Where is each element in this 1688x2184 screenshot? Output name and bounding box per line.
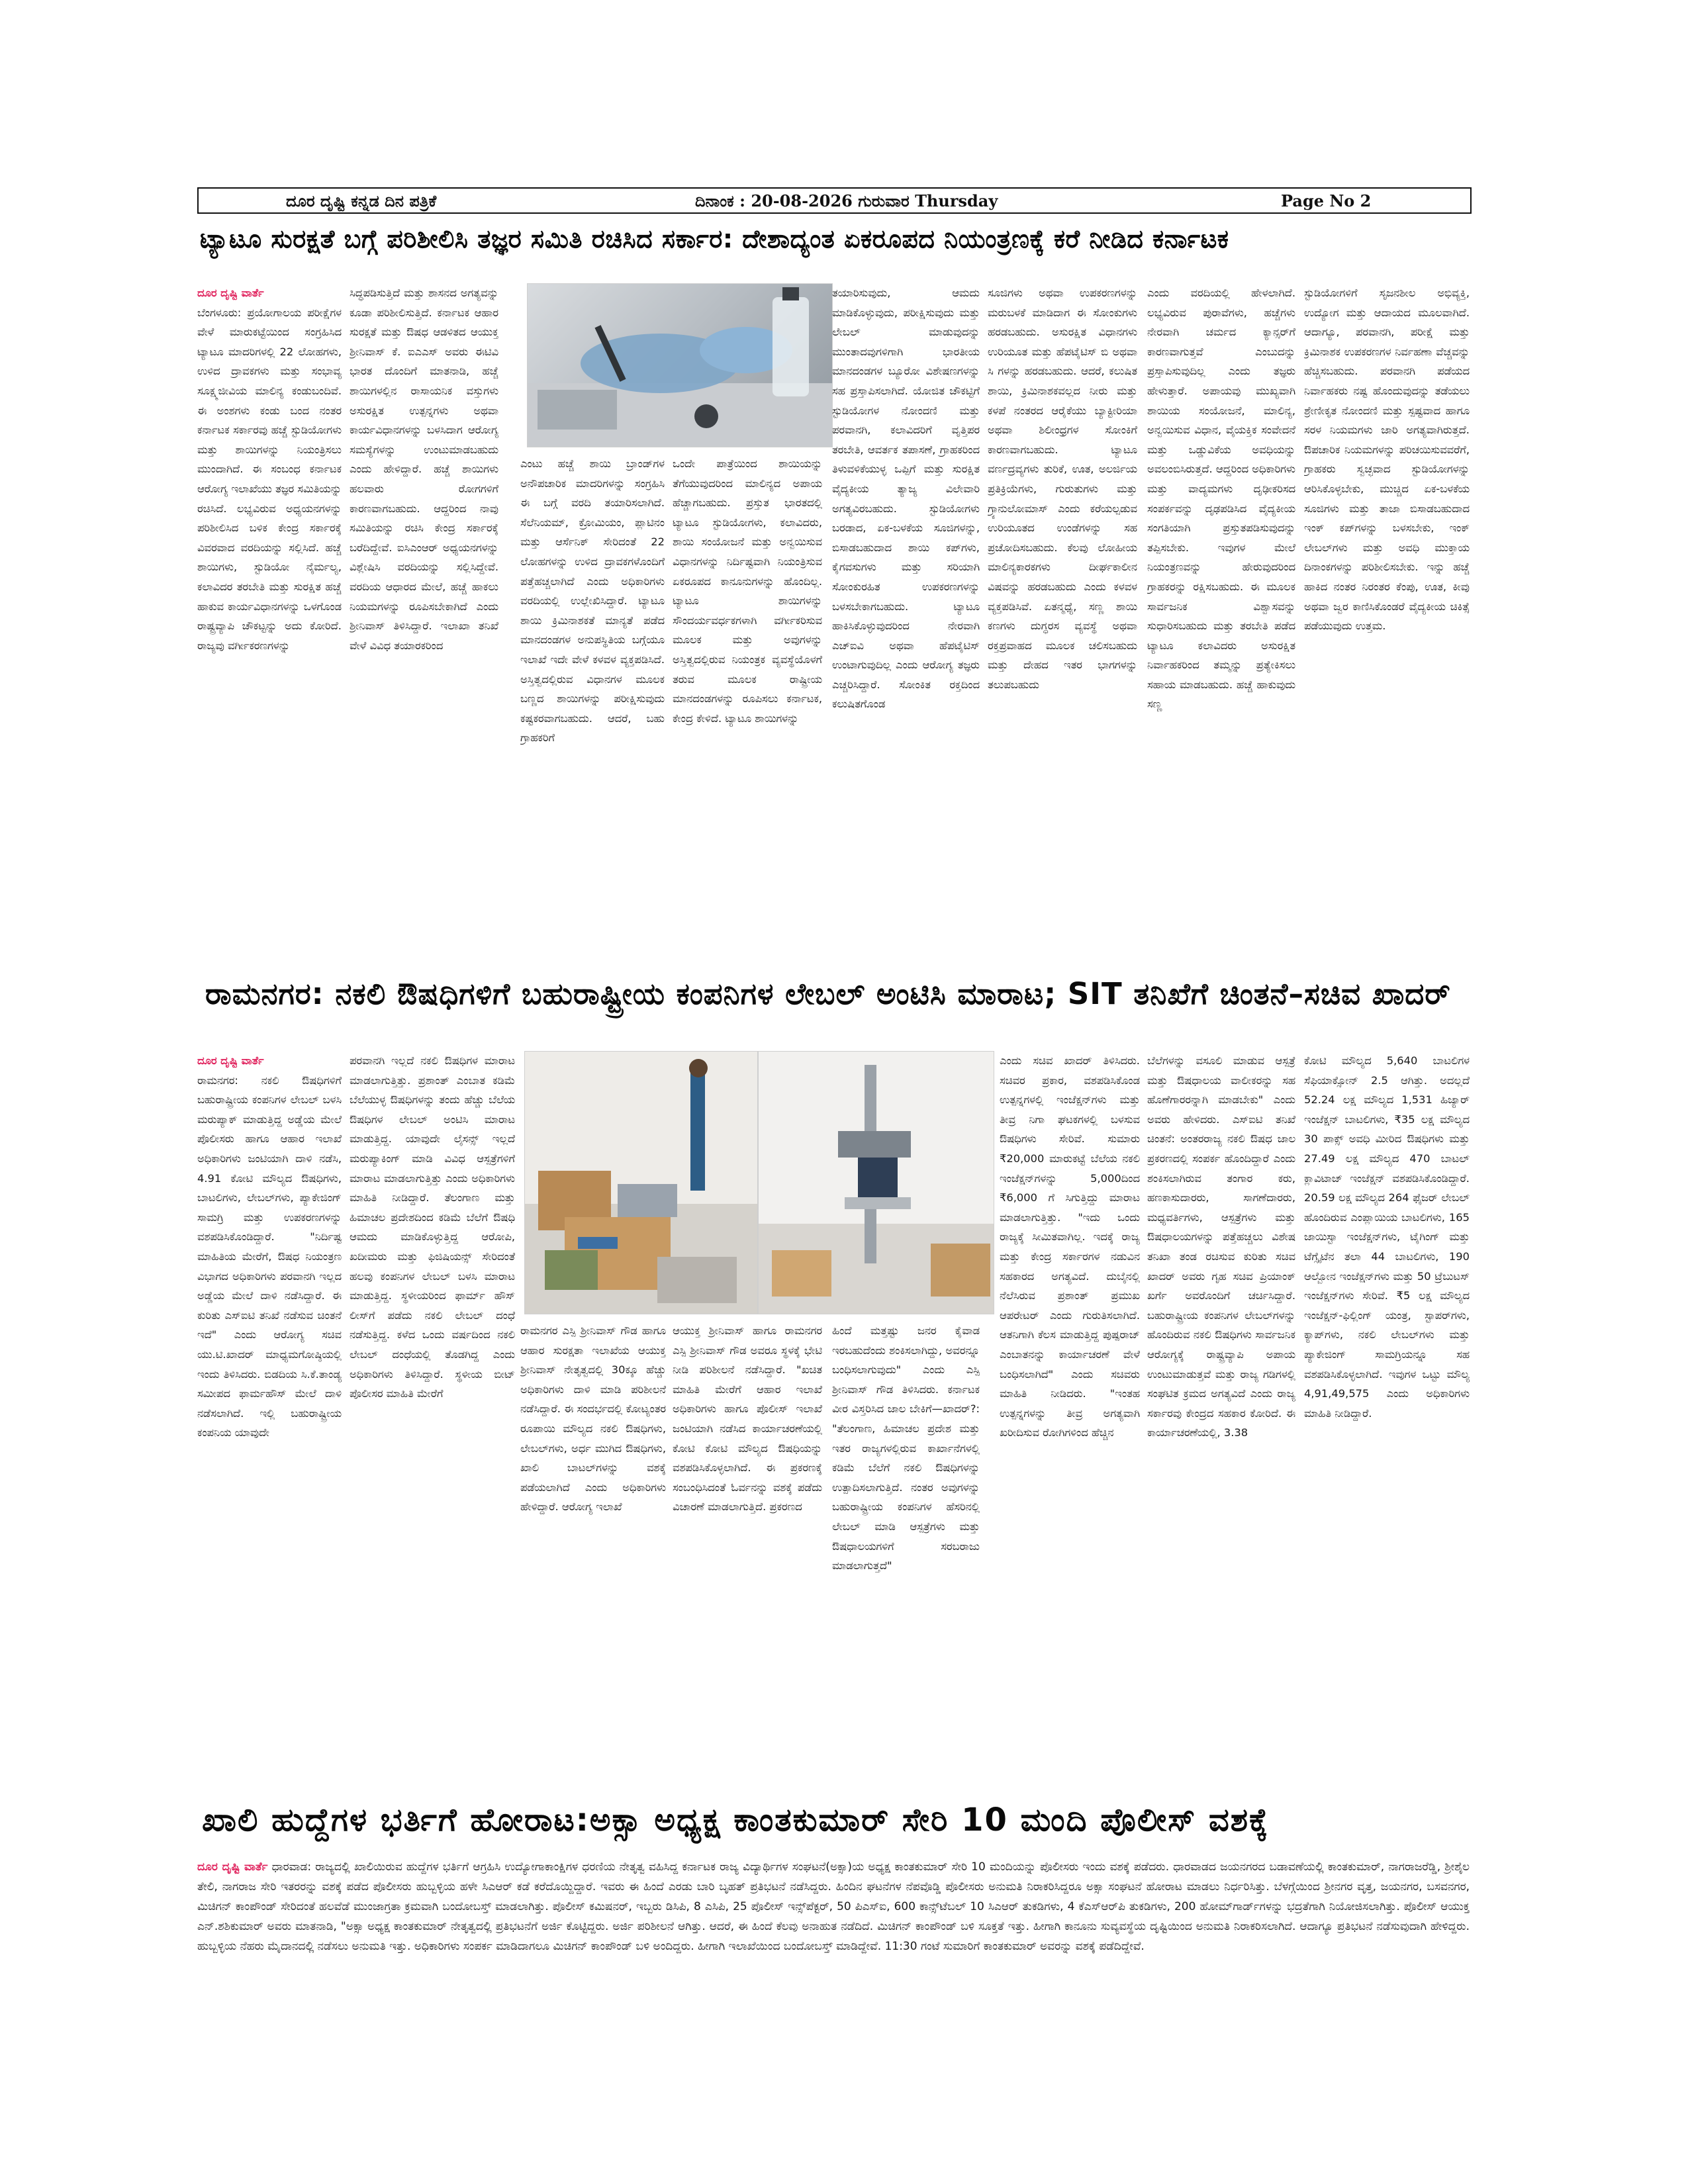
story1-column-6 bbox=[988, 283, 1137, 962]
story2-col1-text: ರಾಮನಗರ: ನಕಲಿ ಔಷಧಿಗಳಿಗೆ ಬಹುರಾಷ್ಟ್ರೀಯ ಕಂಪನಿಗಳ ಲೇಬಲ್ ಬಳಸಿ ಮರುಪ್ಯಾಕ್ ಮಾಡುತ್ತಿದ್ದ ಅಡ್ಡೆಯ ಮೇಲೆ ಪೊಲೀಸರು ಹಾಗೂ ಆಹಾರ ಇಲಾಖೆ ಅಧಿಕಾರಿಗಳು ಜಂಟಿಯಾಗಿ ದಾಳಿ ನಡೆಸಿ, 4.91 ಕೋಟಿ ಮೌಲ್ಯದ ಔಷಧಿಗಳು, ಬಾಟಲಿಗಳು, ಲೇಬಲ್‌ಗಳು, ಪ್ಯಾಕೇಜಿಂಗ್ ಸಾಮಗ್ರಿ ಮತ್ತು ಉಪಕರಣಗಳನ್ನು ವಶಪಡಿಸಿಕೊಂಡಿದ್ದಾರೆ. "ನಿರ್ದಿಷ್ಟ ಮಾಹಿತಿಯ ಮೇರೆಗೆ, ಔಷಧ ನಿಯಂತ್ರಣ ವಿಭಾಗದ ಅಧಿಕಾರಿಗಳು ಪರವಾನಗಿ ಇಲ್ಲದ ಅಡ್ಡೆಯ ಮೇಲೆ ದಾಳಿ ನಡೆಸಿದ್ದಾರೆ. ಈ ಕುರಿತು ಎಸ್ಐಟಿ ತನಿಖೆ ನಡೆಸುವ ಚಿಂತನೆ ಇದೆ" ಎಂದು ಆರೋಗ್ಯ ಸಚಿವ ಯು.ಟಿ.ಖಾದರ್ ಮಾಧ್ಯಮಗೋಷ್ಠಿಯಲ್ಲಿ ಇಂದು ತಿಳಿಸಿದರು. ಬಿಡದಿಯ ಸಿ.ಕೆ.ತಾಂಡ್ಯ ಸಮೀಪದ ಫಾರ್ಮಹೌಸ್ ಮೇಲೆ ದಾಳಿ ನಡೆಸಲಾಗಿದೆ. ಇಲ್ಲಿ ಬಹುರಾಷ್ಟ್ರೀಯ ಕಂಪನಿಯ ಯಾವುದೇ bbox=[197, 1073, 342, 1439]
story1-column-5 bbox=[832, 283, 980, 962]
story2-caption-text: ರಾಮನಗರ ಎಸ್ಪಿ ಶ್ರೀನಿವಾಸ್ ಗೌಡ ಹಾಗೂ ಆಹಾರ ಸುರಕ್ಷತಾ ಇಲಾಖೆಯ ಆಯುಕ್ತ ಶ್ರೀನಿವಾಸ್ ನೇತೃತ್ವದಲ್ಲಿ 30ಕ್ಕೂ ಹೆಚ್ಚು ಅಧಿಕಾರಿಗಳು ದಾಳಿ ಮಾಡಿ ಪರಿಶೀಲನೆ ನಡೆಸಿದ್ದಾರೆ. ಈ ಸಂದರ್ಭದಲ್ಲಿ ಕೋಟ್ಯಂತರ ರೂಪಾಯಿ ಮೌಲ್ಯದ ನಕಲಿ ಔಷಧಿಗಳು, ಲೇಬಲ್‌ಗಳು, ಅರ್ಧ ಮುಗಿದ ಔಷಧಿಗಳು, ಖಾಲಿ ಬಾಟಲ್‌ಗಳನ್ನು ವಶಕ್ಕೆ ಪಡೆಯಲಾಗಿದೆ ಎಂದು ಅಧಿಕಾರಿಗಳು ಹೇಳಿದ್ದಾರೆ. ಆರೋಗ್ಯ ಇಲಾಖೆ bbox=[520, 1324, 666, 1514]
story2-column-5 bbox=[832, 1321, 980, 1786]
raid-photo-right bbox=[758, 1051, 994, 1314]
story1-column-8 bbox=[1304, 283, 1470, 962]
story1-column-3 bbox=[520, 454, 665, 962]
story1-col6-text: ಸೂಜಿಗಳು ಅಥವಾ ಉಪಕರಣಗಳನ್ನು ಮರುಬಳಕೆ ಮಾಡಿದಾಗ ಈ ಸೋಂಕುಗಳು ಹರಡಬಹುದು. ಅಸುರಕ್ಷಿತ ವಿಧಾನಗಳು ಉರಿಯೂತ ಮತ್ತು ಹೆಪಟೈಟಿಸ್ ಬಿ ಅಥವಾ ಸಿ ಗಳನ್ನು ಹರಡಬಹುದು. ಆದರೆ, ಕಲುಷಿತ ಶಾಯಿ, ಕ್ರಿಮಿನಾಶಕವಲ್ಲದ ನೀರು ಮತ್ತು ಕಳಪೆ ನಂತರದ ಆರೈಕೆಯು ಬ್ಯಾಕ್ಟೀರಿಯಾ ಅಥವಾ ಶಿಲೀಂಧ್ರಗಳ ಸೋಂಕಿಗೆ ಕಾರಣವಾಗಬಹುದು. ಟ್ಯಾಟೂ ವರ್ಣದ್ರವ್ಯಗಳು ತುರಿಕೆ, ಊತ, ಅಲರ್ಜಿಯ ಪ್ರತಿಕ್ರಿಯೆಗಳು, ಗುರುತುಗಳು ಮತ್ತು ಗ್ರ್ಯಾನುಲೋಮಾಸ್ ಎಂದು ಕರೆಯಲ್ಪಡುವ ಉರಿಯೂತದ ಉಂಡೆಗಳನ್ನು ಸಹ ಪ್ರಚೋದಿಸಬಹುದು. ಕೆಲವು ಲೋಹೀಯ ಮಾಲಿನ್ಯಕಾರಕಗಳು ದೀರ್ಘಕಾಲೀನ ವಿಷವನ್ನು ಹರಡಬಹುದು ಎಂದು ಕಳವಳ ವ್ಯಕ್ತಪಡಿಸಿವೆ. ಏತನ್ಮಧ್ಯೆ, ಸಣ್ಣ ಶಾಯಿ ಕಣಗಳು ದುಗ್ಧರಸ ವ್ಯವಸ್ಥೆ ಅಥವಾ ರಕ್ತಪ್ರವಾಹದ ಮೂಲಕ ಚಲಿಸಬಹುದು ಮತ್ತು ದೇಹದ ಇತರ ಭಾಗಗಳನ್ನು ತಲುಪಬಹುದು bbox=[988, 287, 1137, 691]
story2-column-7 bbox=[1147, 1051, 1295, 1786]
byline-source: ದೂರ ದೃಷ್ಟಿ ವಾರ್ತೆ bbox=[197, 1860, 268, 1874]
story2-column-2 bbox=[350, 1051, 515, 1786]
story1-column-2 bbox=[350, 283, 498, 962]
story2-column-6 bbox=[1000, 1051, 1140, 1786]
story1-col5-text: ತಯಾರಿಸುವುದು, ಆಮದು ಮಾಡಿಕೊಳ್ಳುವುದು, ಪರೀಕ್ಷಿಸುವುದು ಮತ್ತು ಲೇಬಲ್ ಮಾಡುವುದನ್ನು ಮುಂತಾದವುಗಳಿಗಾಗಿ ಭಾರತೀಯ ಮಾನದಂಡಗಳ ಬ್ಯೂರೋ ವಿಶೇಷಣಗಳನ್ನು ಸಹ ಪ್ರಸ್ತಾಪಿಸಲಾಗಿದೆ. ಯೋಜಿತ ಚೌಕಟ್ಟಿಗೆ ಸ್ಟುಡಿಯೋಗಳ ನೋಂದಣಿ ಮತ್ತು ಪರವಾನಗಿ, ಕಲಾವಿದರಿಗೆ ವೃತ್ತಿಪರ ತರಬೇತಿ, ಆವರ್ತಕ ತಪಾಸಣೆ, ಗ್ರಾಹಕರಿಂದ ತಿಳುವಳಿಕೆಯುಳ್ಳ ಒಪ್ಪಿಗೆ ಮತ್ತು ಸುರಕ್ಷಿತ ವೈದ್ಯಕೀಯ ತ್ಯಾಜ್ಯ ವಿಲೇವಾರಿ ಅಗತ್ಯವಿರಬಹುದು. ಸ್ಟುಡಿಯೋಗಳು ಬರಡಾದ, ಏಕ-ಬಳಕೆಯ ಸೂಜಿಗಳನ್ನು, ಬಿಸಾಡಬಹುದಾದ ಶಾಯಿ ಕಪ್‌ಗಳು, ಕೈಗವಸುಗಳು ಮತ್ತು ಸರಿಯಾಗಿ ಸೋಂಕುರಹಿತ ಉಪಕರಣಗಳನ್ನು ಬಳಸಬೇಕಾಗಬಹುದು. ಟ್ಯಾಟೂ ಹಾಕಿಸಿಕೊಳ್ಳುವುದರಿಂದ ನೇರವಾಗಿ ಎಚ್‌ಐವಿ ಅಥವಾ ಹೆಪಟೈಟಿಸ್ ಉಂಟಾಗುವುದಿಲ್ಲ ಎಂದು ಆರೋಗ್ಯ ತಜ್ಞರು ಎಚ್ಚರಿಸಿದ್ದಾರೆ. ಸೋಂಕಿತ ರಕ್ತದಿಂದ ಕಲುಷಿತಗೊಂಡ bbox=[832, 287, 980, 711]
story2-col4-text: ಆಯುಕ್ತ ಶ್ರೀನಿವಾಸ್ ಹಾಗೂ ರಾಮನಗರ ಎಸ್ಪಿ ಶ್ರೀನಿವಾಸ್ ಗೌಡ ಅವರೂ ಸ್ಥಳಕ್ಕೆ ಭೇಟಿ ನೀಡಿ ಪರಿಶೀಲನೆ ನಡೆಸಿದ್ದಾರೆ. "ಖಚಿತ ಮಾಹಿತಿ ಮೇರೆಗೆ ಆಹಾರ ಇಲಾಖೆ ಅಧಿಕಾರಿಗಳು ಹಾಗೂ ಪೊಲೀಸ್ ಇಲಾಖೆ ಜಂಟಿಯಾಗಿ ನಡೆಸಿದ ಕಾರ್ಯಾಚರಣೆಯಲ್ಲಿ ಕೋಟಿ ಕೋಟಿ ಮೌಲ್ಯದ ಔಷಧಿಯನ್ನು ವಶಪಡಿಸಿಕೊಳ್ಳಲಾಗಿದೆ. ಈ ಪ್ರಕರಣಕ್ಕೆ ಸಂಬಂಧಿಸಿದಂತೆ ಓರ್ವನನ್ನು ವಶಕ್ಕೆ ಪಡೆದು ವಿಚಾರಣೆ ಮಾಡಲಾಗುತ್ತಿದೆ. ಪ್ರಕರಣದ bbox=[673, 1324, 822, 1514]
story2-headline: ರಾಮನಗರ: ನಕಲಿ ಔಷಧಿಗಳಿಗೆ ಬಹುರಾಷ್ಟ್ರೀಯ ಕಂಪನಿಗಳ ಲೇಬಲ್ ಅಂಟಿಸಿ ಮಾರಾಟ; SIT ತನಿಖೆಗೆ ಚಿಂತನೆ–ಸಚಿವ ಖಾದರ್ bbox=[205, 976, 1451, 1011]
story1-column-1 bbox=[197, 283, 342, 962]
story2-column-1 bbox=[197, 1051, 342, 1786]
masthead-bar bbox=[197, 187, 1472, 214]
story2-column-8 bbox=[1304, 1051, 1470, 1786]
story1-headline: ಟ್ಯಾಟೂ ಸುರಕ್ಷತೆ ಬಗ್ಗೆ ಪರಿಶೀಲಿಸಿ ತಜ್ಞರ ಸಮಿತಿ ರಚಿಸಿದ ಸರ್ಕಾರ: ದೇಶಾದ್ಯಂತ ಏಕರೂಪದ ನಿಯಂತ್ರಣಕ್ಕೆ ಕರೆ ನೀಡಿದ ಕರ್ನಾಟಕ bbox=[200, 224, 1229, 253]
paper-name: ದೂರ ದೃಷ್ಟಿ ಕನ್ನಡ ದಿನ ಪತ್ರಿಕೆ bbox=[286, 191, 437, 210]
story1-column-4 bbox=[673, 454, 822, 962]
tattoo-photo bbox=[527, 283, 833, 447]
story2-col5-text: ಹಿಂದೆ ಮತ್ತಷ್ಟು ಜನರ ಕೈವಾಡ ಇರಬಹುದೆಂದು ಶಂಕಿಸಲಾಗಿದ್ದು, ಅವರನ್ನೂ ಬಂಧಿಸಲಾಗುವುದು" ಎಂದು ಎಸ್ಪಿ ಶ್ರೀನಿವಾಸ್ ಗೌಡ ತಿಳಿಸಿದರು. ಕರ್ನಾಟಕ ವೀರ ವಿಸ್ತರಿಸಿದ ಜಾಲ ಬೇಕಿಗೆ—ಖಾದರ್?: "ತೆಲಂಗಾಣ, ಹಿಮಾಚಲ ಪ್ರದೇಶ ಮತ್ತು ಇತರ ರಾಜ್ಯಗಳಲ್ಲಿರುವ ಕಾರ್ಖಾನೆಗಳಲ್ಲಿ ಕಡಿಮೆ ಬೆಲೆಗೆ ನಕಲಿ ಔಷಧಿಗಳನ್ನು ಉತ್ಪಾದಿಸಲಾಗುತ್ತಿದೆ. ನಂತರ ಅವುಗಳನ್ನು ಬಹುರಾಷ್ಟ್ರೀಯ ಕಂಪನಿಗಳ ಹೆಸರಿನಲ್ಲಿ ಲೇಬಲ್ ಮಾಡಿ ಆಸ್ಪತ್ರೆಗಳು ಮತ್ತು ಔಷಧಾಲಯಗಳಿಗೆ ಸರಬರಾಜು ಮಾಡಲಾಗುತ್ತದೆ" bbox=[832, 1324, 980, 1572]
raid-photo-left-art bbox=[525, 1052, 758, 1314]
story1-col1-text: ಬೆಂಗಳೂರು: ಪ್ರಯೋಗಾಲಯ ಪರೀಕ್ಷೆಗಳ ವೇಳೆ ಮಾರುಕಟ್ಟೆಯಿಂದ ಸಂಗ್ರಹಿಸಿದ ಟ್ಯಾಟೂ ಮಾದರಿಗಳಲ್ಲಿ 22 ಲೋಹಗಳು, ಉಳಿದ ದ್ರಾವಕಗಳು ಮತ್ತು ಸಂಭಾವ್ಯ ಸೂಕ್ಷ್ಮಜೀವಿಯ ಮಾಲಿನ್ಯ ಕಂಡುಬಂದಿವೆ. ಈ ಅಂಶಗಳು ಕಂಡು ಬಂದ ನಂತರ ಕರ್ನಾಟಕ ಸರ್ಕಾರವು ಹಚ್ಚೆ ಸ್ಟುಡಿಯೋಗಳು ಮತ್ತು ಶಾಯಿಗಳನ್ನು ನಿಯಂತ್ರಿಸಲು ಮುಂದಾಗಿದೆ. ಈ ಸಂಬಂಧ ಕರ್ನಾಟಕ ಆರೋಗ್ಯ ಇಲಾಖೆಯು ತಜ್ಞರ ಸಮಿತಿಯನ್ನು ರಚಿಸಿದೆ. ಲಭ್ಯವಿರುವ ಅಧ್ಯಯನಗಳನ್ನು ಪರಿಶೀಲಿಸಿದ ಬಳಿಕ ಕೇಂದ್ರ ಸರ್ಕಾರಕ್ಕೆ ವಿವರವಾದ ವರದಿಯನ್ನು ಸಲ್ಲಿಸಿದೆ. ಹಚ್ಚೆ ಶಾಯಿಗಳು, ಸ್ಟುಡಿಯೋ ನೈರ್ಮಲ್ಯ, ಕಲಾವಿದರ ತರಬೇತಿ ಮತ್ತು ಸುರಕ್ಷಿತ ಹಚ್ಚೆ ಹಾಕುವ ಕಾರ್ಯವಿಧಾನಗಳನ್ನು ಒಳಗೊಂಡ ರಾಷ್ಟ್ರವ್ಯಾಪಿ ಚೌಕಟ್ಟನ್ನು ಅದು ಕೋರಿದೆ. ರಾಜ್ಯವು ವರ್ಗೀಕರಣಗಳನ್ನು bbox=[197, 306, 342, 652]
issue-date: ದಿನಾಂಕ : 20-08-2026 ಗುರುವಾರ Thursday bbox=[695, 191, 998, 210]
story2-col8-text: ಕೋಟಿ ಮೌಲ್ಯದ 5,640 ಬಾಟಲಿಗಳ ಸೆಫಿಯಾಕ್ಸೋನ್ 2.5 ಆಗಿತ್ತು. ಅದಲ್ಲದೆ 52.24 ಲಕ್ಷ ಮೌಲ್ಯದ 1,531 ಹಿಜ್ಯಾರ್ ಇಂಜೆಕ್ಷನ್ ಬಾಟಲಿಗಳು, ₹35 ಲಕ್ಷ ಮೌಲ್ಯದ 30 ಪಾಕ್ಸ್ ಅವಧಿ ಮೀರಿದ ಔಷಧಿಗಳು ಮತ್ತು 27.49 ಲಕ್ಷ ಮೌಲ್ಯದ 470 ಬಾಟಲ್ ಕ್ಲಾವಿಟಾಜ್ ಇಂಜೆಕ್ಷನ್ ವಶಪಡಿಸಿಕೊಂಡಿದ್ದಾರೆ. 20.59 ಲಕ್ಷ ಮೌಲ್ಯದ 264 ಫೈಜರ್ ಲೇಬಲ್ ಹೊಂದಿರುವ ಎಂಪ್ಲಾಯಿಯ ಬಾಟಲಿಗಳು, 165 ಜಾಯಿಸ್ಟಾ ಇಂಜೆಕ್ಷನ್‌ಗಳು, ಟೈಗಿಂಗ್ ಮತ್ತು ಟೆಗ್ಸೈಟೆನ ತಲಾ 44 ಬಾಟಲಿಗಳು, 190 ಆಲ್ಬೋನ ಇಂಜೆಕ್ಷನ್‌ಗಳು ಮತ್ತು 50 ಟ್ರೆಬುಟಸ್ ಇಂಜೆಕ್ಷನ್‌ಗಳು ಸೇರಿವೆ. ₹5 ಲಕ್ಷ ಮೌಲ್ಯದ ಇಂಜೆಕ್ಷನ್-ಫಿಲ್ಲಿಂಗ್ ಯಂತ್ರ, ಸ್ಟಾಪರ್‌ಗಳು, ಕ್ಯಾಪ್‌ಗಳು, ನಕಲಿ ಲೇಬಲ್‌ಗಳು ಮತ್ತು ಪ್ಯಾಕೇಜಿಂಗ್ ಸಾಮಗ್ರಿಯನ್ನೂ ಸಹ ವಶಪಡಿಸಿಕೊಳ್ಳಲಾಗಿದೆ. ಇವುಗಳ ಒಟ್ಟು ಮೌಲ್ಯ 4,91,49,575 ಎಂದು ಅಧಿಕಾರಿಗಳು ಮಾಹಿತಿ ನೀಡಿದ್ದಾರೆ. bbox=[1304, 1054, 1470, 1420]
story3-headline: ಖಾಲಿ ಹುದ್ದೆಗಳ ಭರ್ತಿಗೆ ಹೋರಾಟ:ಅಕ್ಸಾ ಅಧ್ಯಕ್ಷ ಕಾಂತಕುಮಾರ್ ಸೇರಿ 10 ಮಂದಿ ಪೊಲೀಸ್ ವಶಕ್ಕೆ bbox=[202, 1801, 1270, 1839]
story1-col2-text: ಸಿದ್ಧಪಡಿಸುತ್ತಿದೆ ಮತ್ತು ಶಾಸನದ ಅಗತ್ಯವನ್ನು ಕೂಡಾ ಪರಿಶೀಲಿಸುತ್ತಿದೆ. ಕರ್ನಾಟಕ ಆಹಾರ ಸುರಕ್ಷತೆ ಮತ್ತು ಔಷಧ ಆಡಳಿತದ ಆಯುಕ್ತ ಶ್ರೀನಿವಾಸ್ ಕೆ. ಐಎಎಸ್ ಅವರು ಈಟಿವಿ ಭಾರತ ದೊಂದಿಗೆ ಮಾತನಾಡಿ, ಹಚ್ಚೆ ಶಾಯಿಗಳಲ್ಲಿನ ರಾಸಾಯನಿಕ ವಸ್ತುಗಳು ಅಸುರಕ್ಷಿತ ಉತ್ಪನ್ನಗಳು ಅಥವಾ ಕಾರ್ಯವಿಧಾನಗಳನ್ನು ಬಳಸಿದಾಗ ಆರೋಗ್ಯ ಸಮಸ್ಯೆಗಳನ್ನು ಉಂಟುಮಾಡಬಹುದು ಎಂದು ಹೇಳಿದ್ದಾರೆ. ಹಚ್ಚೆ ಶಾಯಿಗಳು ಹಲವಾರು ರೋಗಗಳಿಗೆ ಕಾರಣವಾಗಬಹುದು. ಆದ್ದರಿಂದ ನಾವು ಸಮಿತಿಯನ್ನು ರಚಿಸಿ ಕೇಂದ್ರ ಸರ್ಕಾರಕ್ಕೆ ಬರೆದಿದ್ದೇವೆ. ಐಸಿಎಂಆರ್ ಅಧ್ಯಯನಗಳನ್ನು ವಿಶ್ಲೇಷಿಸಿ ವರದಿಯನ್ನು ಸಲ್ಲಿಸಿದ್ದೇವೆ. ವರದಿಯ ಆಧಾರದ ಮೇಲೆ, ಹಚ್ಚೆ ಹಾಕಲು ನಿಯಮಗಳನ್ನು ರೂಪಿಸಬೇಕಾಗಿದೆ ಎಂದು ಶ್ರೀನಿವಾಸ್ ತಿಳಿಸಿದ್ದಾರೆ. ಇಲಾಖಾ ತನಿಖೆ ವೇಳೆ ವಿವಿಧ ತಯಾರಕರಿಂದ bbox=[350, 287, 498, 652]
story2-col6-text: ಎಂದು ಸಚಿವ ಖಾದರ್ ತಿಳಿಸಿದರು. ಸಚಿವರ ಪ್ರಕಾರ, ವಶಪಡಿಸಿಕೊಂಡ ಉತ್ಪನ್ನಗಳಲ್ಲಿ ಇಂಜೆಕ್ಷನ್‌ಗಳು ಮತ್ತು ತೀವ್ರ ನಿಗಾ ಘಟಕಗಳಲ್ಲಿ ಬಳಸುವ ಔಷಧಿಗಳು ಸೇರಿವೆ. ಸುಮಾರು ₹20,000 ಮಾರುಕಟ್ಟೆ ಬೆಲೆಯ ನಕಲಿ ಇಂಜೆಕ್ಷನ್‌ಗಳನ್ನು 5,000ದಿಂದ ₹6,000 ಗೆ ಸಿಗುತ್ತಿದ್ದು ಮಾರಾಟ ಮಾಡಲಾಗುತ್ತಿತ್ತು. "ಇದು ಒಂದು ರಾಜ್ಯಕ್ಕೆ ಸೀಮಿತವಾಗಿಲ್ಲ. ಇದಕ್ಕೆ ರಾಜ್ಯ ಮತ್ತು ಕೇಂದ್ರ ಸರ್ಕಾರಗಳ ನಡುವಿನ ಸಹಕಾರದ ಅಗತ್ಯವಿದೆ. ದುಬೈನಲ್ಲಿ ನೆಲೆಸಿರುವ ಪ್ರಶಾಂತ್ ಪ್ರಮುಖ ಆಪರೇಟರ್ ಎಂದು ಗುರುತಿಸಲಾಗಿದೆ. ಆತನಿಗಾಗಿ ಕೆಲಸ ಮಾಡುತ್ತಿದ್ದ ಪುಷ್ಪರಾಜ್ ಎಂಬಾತನನ್ನು ಕಾರ್ಯಾಚರಣೆ ವೇಳೆ ಬಂಧಿಸಲಾಗಿದೆ" ಎಂದು ಸಚಿವರು ಮಾಹಿತಿ ನೀಡಿದರು. "ಇಂತಹ ಉತ್ಪನ್ನಗಳನ್ನು ತೀವ್ರ ಅಗತ್ಯವಾಗಿ ಖರೀದಿಸುವ ರೋಗಿಗಳಿಂದ ಹೆಚ್ಚಿನ bbox=[1000, 1054, 1140, 1439]
story1-col3-text: ಎಂಟು ಹಚ್ಚೆ ಶಾಯಿ ಬ್ರಾಂಡ್‌ಗಳ ಅನೌಪಚಾರಿಕ ಮಾದರಿಗಳನ್ನು ಸಂಗ್ರಹಿಸಿ ಈ ಬಗ್ಗೆ ವರದಿ ತಯಾರಿಸಲಾಗಿದೆ. ಸೆಲೆನಿಯಮ್, ಕ್ರೋಮಿಯಂ, ಪ್ಲಾಟಿನಂ ಮತ್ತು ಆರ್ಸೆನಿಕ್ ಸೇರಿದಂತೆ 22 ಲೋಹಗಳನ್ನು ಉಳಿದ ದ್ರಾವಕಗಳೊಂದಿಗೆ ಪತ್ತೆಹಚ್ಚಲಾಗಿದೆ ಎಂದು ಅಧಿಕಾರಿಗಳು ವರದಿಯಲ್ಲಿ ಉಲ್ಲೇಖಿಸಿದ್ದಾರೆ. ಟ್ಯಾಟೂ ಶಾಯಿ ಕ್ರಿಮಿನಾಶಕತೆ ಮಾನ್ಯತೆ ಪಡೆದ ಮಾನದಂಡಗಳ ಅನುಪಸ್ಥಿತಿಯ ಬಗ್ಗೆಯೂ ಇಲಾಖೆ ಇದೇ ವೇಳೆ ಕಳವಳ ವ್ಯಕ್ತಪಡಿಸಿದೆ. ಅಸ್ತಿತ್ವದಲ್ಲಿರುವ ವಿಧಾನಗಳ ಮೂಲಕ ಬಣ್ಣದ ಶಾಯಿಗಳನ್ನು ಪರೀಕ್ಷಿಸುವುದು ಕಷ್ಟಕರವಾಗಬಹುದು. ಆದರೆ, ಬಹು ಗ್ರಾಹಕರಿಗೆ bbox=[520, 457, 665, 745]
raid-photo-right-art bbox=[759, 1052, 994, 1314]
raid-photo-left bbox=[524, 1051, 758, 1314]
byline-source: ದೂರ ದೃಷ್ಟಿ ವಾರ್ತೆ bbox=[197, 1054, 264, 1067]
story2-photo-caption bbox=[520, 1321, 666, 1786]
story3-body bbox=[197, 1857, 1470, 2068]
tattoo-photo-art bbox=[528, 284, 833, 447]
story1-col7-text: ಎಂದು ವರದಿಯಲ್ಲಿ ಹೇಳಲಾಗಿದೆ. ಲಭ್ಯವಿರುವ ಪುರಾವೆಗಳು, ಹಚ್ಚೆಗಳು ನೇರವಾಗಿ ಚರ್ಮದ ಕ್ಯಾನ್ಸರ್‌ಗೆ ಕಾರಣವಾಗುತ್ತವೆ ಎಂಬುದನ್ನು ಪ್ರಸ್ತಾಪಿಸುವುದಿಲ್ಲ ಎಂದು ತಜ್ಞರು ಹೇಳುತ್ತಾರೆ. ಅಪಾಯವು ಮುಖ್ಯವಾಗಿ ಶಾಯಿಯ ಸಂಯೋಜನೆ, ಮಾಲಿನ್ಯ, ಅನ್ವಯಿಸುವ ವಿಧಾನ, ವೈಯಕ್ತಿಕ ಸಂವೇದನೆ ಮತ್ತು ಒಡ್ಡುವಿಕೆಯ ಅವಧಿಯನ್ನು ಅವಲಂಬಿಸಿರುತ್ತದೆ. ಆದ್ದರಿಂದ ಅಧಿಕಾರಿಗಳು ಮತ್ತು ವಾದ್ಯಮಗಳು ದೃಢೀಕರಿಸದ ಸಂಪರ್ಕವನ್ನು ದೃಢಪಡಿಸಿದ ವೈದ್ಯಕೀಯ ಸಂಗತಿಯಾಗಿ ಪ್ರಸ್ತುತಪಡಿಸುವುದನ್ನು ತಪ್ಪಿಸಬೇಕು. ಇವುಗಳ ಮೇಲೆ ನಿಯಂತ್ರಣವನ್ನು ಹೇರುವುದರಿಂದ ಗ್ರಾಹಕರನ್ನು ರಕ್ಷಿಸಬಹುದು. ಈ ಮೂಲಕ ಸಾರ್ವಜನಿಕ ವಿಶ್ವಾಸವನ್ನು ಸುಧಾರಿಸಬಹುದು ಮತ್ತು ತರಬೇತಿ ಪಡೆದ ಟ್ಯಾಟೂ ಕಲಾವಿದರು ಅಸುರಕ್ಷಿತ ನಿರ್ವಾಹಕರಿಂದ ತಮ್ಮನ್ನು ಪ್ರತ್ಯೇಕಿಸಲು ಸಹಾಯ ಮಾಡಬಹುದು. ಹಚ್ಚೆ ಹಾಕುವುದು ಸಣ್ಣ bbox=[1147, 287, 1295, 711]
story1-col8-text: ಸ್ಟುಡಿಯೋಗಳಿಗೆ ಸೃಜನಶೀಲ ಅಭಿವ್ಯಕ್ತಿ, ಉದ್ಯೋಗ ಮತ್ತು ಆದಾಯದ ಮೂಲವಾಗಿದೆ. ಆದಾಗ್ಯೂ, ಪರವಾನಗಿ, ಪರೀಕ್ಷೆ ಮತ್ತು ಕ್ರಿಮಿನಾಶಕ ಉಪಕರಣಗಳ ನಿರ್ವಹಣಾ ವೆಚ್ಚವನ್ನು ಹೆಚ್ಚಿಸಬಹುದು. ಪರವಾನಗಿ ಪಡೆಯದ ನಿರ್ವಾಹಕರು ನಷ್ಟ ಹೊಂದುವುದನ್ನು ತಡೆಯಲು ಶ್ರೇಣೀಕೃತ ನೋಂದಣಿ ಮತ್ತು ಸ್ಪಷ್ಟವಾದ ಹಾಗೂ ಸರಳ ನಿಯಮಗಳು ಜಾರಿ ಅಗತ್ಯವಾಗಿರುತ್ತದೆ. ಔಪಚಾರಿಕ ನಿಯಮಗಳನ್ನು ಪರಿಚಯಿಸುವವರೆಗೆ, ಗ್ರಾಹಕರು ಸ್ವಚ್ಛವಾದ ಸ್ಟುಡಿಯೋಗಳನ್ನು ಆರಿಸಿಕೊಳ್ಳಬೇಕು, ಮುಚ್ಚಿದ ಏಕ-ಬಳಕೆಯ ಸೂಜಿಗಳು ಮತ್ತು ತಾಜಾ ಬಿಸಾಡಬಹುದಾದ ಇಂಕ್ ಕಪ್‌ಗಳನ್ನು ಬಳಸಬೇಕು, ಇಂಕ್ ಲೇಬಲ್‌ಗಳು ಮತ್ತು ಅವಧಿ ಮುಕ್ತಾಯ ದಿನಾಂಕಗಳನ್ನು ಪರಿಶೀಲಿಸಬೇಕು. ಇನ್ನು ಹಚ್ಚೆ ಹಾಕಿದ ನಂತರ ನಿರಂತರ ಕೆಂಪು, ಊತ, ಕೀವು ಅಥವಾ ಜ್ವರ ಕಾಣಿಸಿಕೊಂಡರೆ ವೈದ್ಯಕೀಯ ಚಿಕಿತ್ಸೆ ಪಡೆಯುವುದು ಉತ್ತಮ. bbox=[1304, 287, 1470, 633]
byline-source: ದೂರ ದೃಷ್ಟಿ ವಾರ್ತೆ bbox=[197, 287, 264, 299]
story3-body-text: ಧಾರವಾಡ: ರಾಜ್ಯದಲ್ಲಿ ಖಾಲಿಯಿರುವ ಹುದ್ದೆಗಳ ಭರ್ತಿಗೆ ಆಗ್ರಹಿಸಿ ಉದ್ಯೋಗಾಕಾಂಕ್ಷಿಗಳ ಧರಣಿಯ ನೇತೃತ್ವ ವಹಿಸಿದ್ದ ಕರ್ನಾಟಕ ರಾಜ್ಯ ವಿದ್ಯಾರ್ಥಿಗಳ ಸಂಘಟನೆ(ಅಕ್ಸಾ)ಯ ಅಧ್ಯಕ್ಷ ಕಾಂತಕುಮಾರ್ ಸೇರಿ 10 ಮಂದಿಯನ್ನು ಪೊಲೀಸರು ಇಂದು ವಶಕ್ಕೆ ಪಡೆದರು. ಧಾರವಾಡದ ಜಯನಗರದ ಬಡಾವಣೆಯಲ್ಲಿ ಕಾಂತಕುಮಾರ್, ನಾಗರಾಜರೆಡ್ಡಿ, ಶ್ರೀಶೈಲ ತೇಲಿ, ನಾಗರಾಜ ಸೇರಿ ಇತರರನ್ನು ವಶಕ್ಕೆ ಪಡೆದ ಪೊಲೀಸರು ಹುಬ್ಬಳ್ಳಿಯ ಹಳೇ ಸಿಎಆರ್ ಕಡೆ ಕರೆದೊಯ್ದಿದ್ದಾರೆ. ಇವರು ಈ ಹಿಂದೆ ಎರಡು ಬಾರಿ ಬೃಹತ್ ಪ್ರತಿಭಟನೆ ನಡೆಸಿದ್ದರು. ಹಿಂದಿನ ಘಟನೆಗಳ ನೆಪವೊಡ್ಡಿ ಪೊಲೀಸರು ಅನುಮತಿ ನಿರಾಕರಿಸಿದ್ದರೂ ಅಕ್ಸಾ ಸಂಘಟನೆ ಹೋರಾಟ ಮಾಡಲು ನಿರ್ಧರಿಸಿತ್ತು. ಬೆಳಗ್ಗೆಯಿಂದ ಶ್ರೀನಗರ ವೃತ್ತ, ಜಯನಗರ, ಬಸವನಗರ, ಮಿಚಿಗನ್ ಕಾಂಪೌಂಡ್ ಸೇರಿದಂತೆ ಹಲವೆಡೆ ಮುಂಜಾಗ್ರತಾ ಕ್ರಮವಾಗಿ ಬಂದೋಬಸ್ತ್ ಮಾಡಲಾಗಿತ್ತು. ಪೊಲೀಸ್ ಕಮಿಷನರ್, ಇಬ್ಬರು ಡಿಸಿಪಿ, 8 ಎಸಿಪಿ, 25 ಪೊಲೀಸ್ ಇನ್ಸ್‌ಪೆಕ್ಟರ್, 50 ಪಿಎಸ್ಐ, 600 ಕಾನ್ಸ್‌ಟೆಬಲ್ 10 ಸಿಎಆರ್ ತುಕಡಿಗಳು, 4 ಕೆಎಸ್‌ಆರ್‌ಪಿ ತುಕಡಿಗಳು, 200 ಹೋಮ್‌ಗಾರ್ಡ್‌ಗಳನ್ನು ಭದ್ರತೆಗಾಗಿ ನಿಯೋಜಿಸಲಾಗಿತ್ತು. ಪೊಲೀಸ್ ಆಯುಕ್ತ ಎನ್.ಶಶಿಕುಮಾರ್ ಅವರು ಮಾತನಾಡಿ, "ಅಕ್ಸಾ ಅಧ್ಯಕ್ಷ ಕಾಂತಕುಮಾರ್ ನೇತೃತ್ವದಲ್ಲಿ ಪ್ರತಿಭಟನೆಗೆ ಅರ್ಜಿ ಕೊಟ್ಟಿದ್ದರು. ಅರ್ಜಿ ಪರಿಶೀಲನೆ ಆಗಿತ್ತು. ಆದರೆ, ಈ ಹಿಂದೆ ಕೆಲವು ಅನಾಹುತ ನಡೆದಿದೆ. ಮಿಚಿಗನ್ ಕಾಂಪೌಂಡ್ ಬಳಿ ಸೂಕ್ತತೆ ಇತ್ತು. ಹೀಗಾಗಿ ಕಾನೂನು ಸುವ್ಯವಸ್ಥೆಯ ದೃಷ್ಟಿಯಿಂದ ಅನುಮತಿ ನಿರಾಕರಿಸಲಾಗಿದೆ. ಆದಾಗ್ಯೂ ಪ್ರತಿಭಟನೆ ನಡೆಸುವುದಾಗಿ ಹೇಳಿದ್ದರು. ಹುಬ್ಬಳ್ಳಿಯ ನೆಹರು ಮೈದಾನದಲ್ಲಿ ನಡೆಸಲು ಅನುಮತಿ ಇತ್ತು. ಅಧಿಕಾರಿಗಳು ಸಂಪರ್ಕ ಮಾಡಿದಾಗಲೂ ಮಿಚಿಗನ್ ಕಾಂಪೌಂಡ್ ಬಳಿ ಅಂದಿದ್ದರು. ಹೀಗಾಗಿ ಇಲಾಖೆಯಿಂದ ಬಂದೋಬಸ್ತ್ ಮಾಡಿದ್ದೇವೆ. 11:30 ಗಂಟೆ ಸುಮಾರಿಗೆ ಕಾಂತಕುಮಾರ್ ಅವರನ್ನು ವಶಕ್ಕೆ ಪಡೆದಿದ್ದೇವೆ. bbox=[197, 1860, 1470, 1953]
story1-col4-text: ಒಂದೇ ಪಾತ್ರೆಯಿಂದ ಶಾಯಿಯನ್ನು ತೆಗೆಯುವುದರಿಂದ ಮಾಲಿನ್ಯದ ಅಪಾಯ ಹೆಚ್ಚಾಗಬಹುದು. ಪ್ರಸ್ತುತ ಭಾರತದಲ್ಲಿ ಟ್ಯಾಟೂ ಸ್ಟುಡಿಯೋಗಳು, ಕಲಾವಿದರು, ಶಾಯಿ ಸಂಯೋಜನೆ ಮತ್ತು ಅನ್ವಯಿಸುವ ವಿಧಾನಗಳನ್ನು ನಿರ್ದಿಷ್ಟವಾಗಿ ನಿಯಂತ್ರಿಸುವ ಏಕರೂಪದ ಕಾನೂನುಗಳನ್ನು ಹೊಂದಿಲ್ಲ. ಟ್ಯಾಟೂ ಶಾಯಿಗಳನ್ನು ಸೌಂದರ್ಯವರ್ಧಕಗಳಾಗಿ ವರ್ಗೀಕರಿಸುವ ಮೂಲಕ ಮತ್ತು ಅವುಗಳನ್ನು ಅಸ್ತಿತ್ವದಲ್ಲಿರುವ ನಿಯಂತ್ರಕ ವ್ಯವಸ್ಥೆಯೊಳಗೆ ತರುವ ಮೂಲಕ ರಾಷ್ಟ್ರೀಯ ಮಾನದಂಡಗಳನ್ನು ರೂಪಿಸಲು ಕರ್ನಾಟಕ, ಕೇಂದ್ರ ಕೇಳಿದೆ. ಟ್ಯಾಟೂ ಶಾಯಿಗಳನ್ನು bbox=[673, 457, 822, 725]
story2-column-4 bbox=[673, 1321, 822, 1786]
story2-col7-text: ಬೆಲೆಗಳನ್ನು ವಸೂಲಿ ಮಾಡುವ ಆಸ್ಪತ್ರೆ ಮತ್ತು ಔಷಧಾಲಯ ವಾಲೀಕರನ್ನು ಸಹ ಹೊಣೆಗಾರರನ್ನಾಗಿ ಮಾಡಬೇಕು" ಎಂದು ಅವರು ಹೇಳಿದರು. ಎಸ್ಐಟಿ ತನಿಖೆ ಚಿಂತನೆ: ಅಂತರರಾಜ್ಯ ನಕಲಿ ಔಷಧ ಜಾಲ ಪ್ರಕರಣದಲ್ಲಿ ಸಂಪರ್ಕ ಹೊಂದಿದ್ದಾರೆ ಎಂದು ಶಂಕಿಸಲಾಗಿರುವ ತಂಗಾರ ಕರು, ಹಣಕಾಸುದಾರರು, ಸಾಗಣೆದಾರರು, ಮಧ್ಯವರ್ತಿಗಳು, ಆಸ್ಪತ್ರೆಗಳು ಮತ್ತು ಔಷಧಾಲಯಗಳನ್ನು ಪತ್ತೆಹಚ್ಚಲು ವಿಶೇಷ ತನಿಖಾ ತಂಡ ರಚಿಸುವ ಕುರಿತು ಸಚಿವ ಖಾದರ್ ಅವರು ಗೃಹ ಸಚಿವ ಪ್ರಿಯಾಂಕ್ ಖರ್ಗೆ ಅವರೊಂದಿಗೆ ಚರ್ಚಿಸಿದ್ದಾರೆ. ಬಹುರಾಷ್ಟ್ರೀಯ ಕಂಪನಿಗಳ ಲೇಬಲ್‌ಗಳನ್ನು ಹೊಂದಿರುವ ನಕಲಿ ಔಷಧಿಗಳು ಸಾರ್ವಜನಿಕ ಆರೋಗ್ಯಕ್ಕೆ ರಾಷ್ಟ್ರವ್ಯಾಪಿ ಅಪಾಯ ಉಂಟುಮಾಡುತ್ತವೆ ಮತ್ತು ರಾಜ್ಯ ಗಡಿಗಳಲ್ಲಿ ಸಂಘಟಿತ ಕ್ರಮದ ಅಗತ್ಯವಿದೆ ಎಂದು ರಾಜ್ಯ ಸರ್ಕಾರವು ಕೇಂದ್ರದ ಸಹಕಾರ ಕೋರಿದೆ. ಈ ಕಾರ್ಯಾಚರಣೆಯಲ್ಲಿ, 3.38 bbox=[1147, 1054, 1295, 1439]
story1-column-7 bbox=[1147, 283, 1295, 962]
page-number: Page No 2 bbox=[1281, 191, 1372, 210]
story2-col2-text: ಪರವಾನಗಿ ಇಲ್ಲದೆ ನಕಲಿ ಔಷಧಿಗಳ ಮಾರಾಟ ಮಾಡಲಾಗುತ್ತಿತ್ತು. ಪ್ರಶಾಂತ್ ಎಂಬಾತ ಕಡಿಮೆ ಬೆಲೆಯುಳ್ಳ ಔಷಧಿಗಳನ್ನು ತಂದು ಹೆಚ್ಚು ಬೆಲೆಯ ಔಷಧಿಗಳ ಲೇಬಲ್ ಅಂಟಿಸಿ ಮಾರಾಟ ಮಾಡುತ್ತಿದ್ದ. ಯಾವುದೇ ಲೈಸನ್ಸ್ ಇಲ್ಲದೆ ಮರುಪ್ಯಾಕಿಂಗ್ ಮಾಡಿ ವಿವಿಧ ಆಸ್ಪತ್ರೆಗಳಿಗೆ ಮಾರಾಟ ಮಾಡಲಾಗುತ್ತಿತ್ತು ಎಂದು ಅಧಿಕಾರಿಗಳು ಮಾಹಿತಿ ನೀಡಿದ್ದಾರೆ. ತೆಲಂಗಾಣ ಮತ್ತು ಹಿಮಾಚಲ ಪ್ರದೇಶದಿಂದ ಕಡಿಮೆ ಬೆಲೆಗೆ ಔಷಧಿ ಆಮದು ಮಾಡಿಕೊಳ್ಳುತ್ತಿದ್ದ ಆರೋಪಿ, ಖದೀಮರು ಮತ್ತು ಫಿಜಿಷಿಯನ್ಸ್ ಸೇರಿದಂತೆ ಹಲವು ಕಂಪನಿಗಳ ಲೇಬಲ್ ಬಳಸಿ ಮಾರಾಟ ಮಾಡುತ್ತಿದ್ದ. ಸ್ಥಳೀಯರಿಂದ ಫಾರ್ಮ್ ಹೌಸ್ ಲೀಸ್‌ಗೆ ಪಡೆದು ನಕಲಿ ಲೇಬಲ್ ದಂಧೆ ನಡೆಸುತ್ತಿದ್ದ. ಕಳೆದ ಒಂದು ವರ್ಷದಿಂದ ನಕಲಿ ಲೇಬಲ್ ದಂಧೆಯಲ್ಲಿ ತೊಡಗಿದ್ದ ಎಂದು ಅಧಿಕಾರಿಗಳು ತಿಳಿಸಿದ್ದಾರೆ. ಸ್ಥಳೀಯ ಬೀಟ್ ಪೊಲೀಸರ ಮಾಹಿತಿ ಮೇರೆಗೆ bbox=[350, 1054, 515, 1400]
